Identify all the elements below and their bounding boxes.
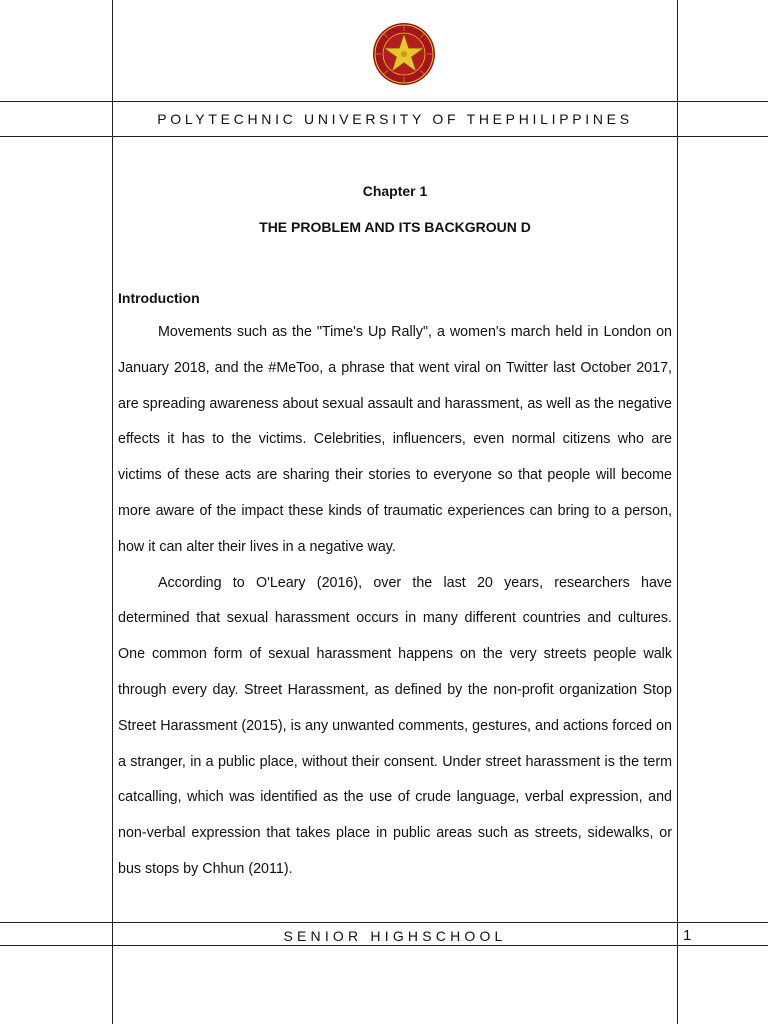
- body-text: [118, 315, 672, 888]
- pup-seal-icon: [372, 22, 436, 86]
- header-top-line: [0, 101, 768, 102]
- left-margin-line: [112, 0, 113, 1024]
- footer-top-line: [0, 922, 768, 923]
- footer-label: SENIOR HIGHSCHOOL: [283, 928, 507, 944]
- university-name: POLYTECHNIC UNIVERSITY OF THEPHILIPPINES: [157, 111, 633, 127]
- chapter-title: THE PROBLEM AND ITS BACKGROUN D: [259, 219, 531, 235]
- paragraph: According to O'Leary (2016), over the last 20 years, researchers have determined that sexual harassment occurs in many different countries and cultures. One common form of sexual harassment happens on the very streets people walk through every day. Street Harassment, as defined by the non-profit organization Stop Street Harassment (2015), is any unwanted comments, gestures, and actions forced on a stranger, in a public place, without their consent. Under street harassment is the term catcalling, which was identified as the use of crude language, verbal expression, and non-verbal expression that takes place in public areas such as streets, sidewalks, or bus stops by Chhun (2011).: [118, 574, 672, 877]
- right-margin-line: [677, 0, 678, 1024]
- section-heading-introduction: Introduction: [118, 290, 200, 306]
- chapter-heading: Chapter 1: [362, 183, 428, 199]
- paragraph: Movements such as the "Time's Up Rally", a women's march held in London on January 2018, and the #MeToo, a phrase that went viral on Twitter last October 2017, are spreading awareness about sexual assault and harassment, as well as the negative effects it has to the victims. Celebrities, influencers, even normal citizens who are victims of these acts are sharing their stories to everyone so that people will become more aware of the impact these kinds of traumatic experiences can bring to a person, how it can alter their lives in a negative way.: [118, 324, 672, 555]
- header-bottom-line: [0, 136, 768, 137]
- page-number: 1: [683, 927, 692, 944]
